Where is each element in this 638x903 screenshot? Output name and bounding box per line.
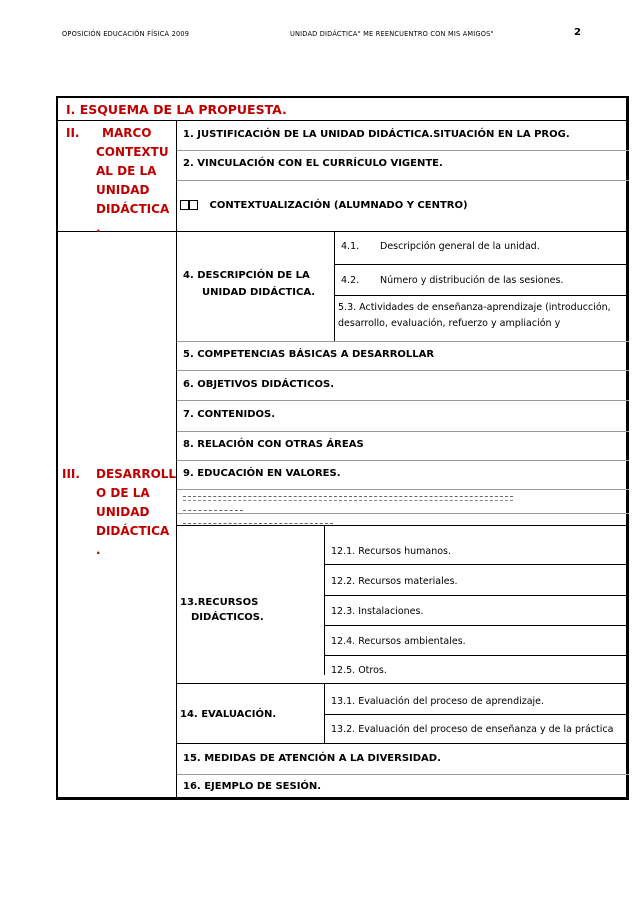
item4-label-line: UNIDAD DIDÁCTICA.: [202, 287, 316, 298]
item14-divider: [324, 683, 325, 743]
row-line: [177, 431, 629, 432]
row-line: [324, 714, 629, 715]
item-valores: 9. EDUCACIÓN EN VALORES.: [183, 468, 341, 479]
row-line: [177, 774, 629, 775]
page-number: 2: [574, 27, 581, 38]
row-line: [324, 655, 629, 656]
item4-1-number: 4.1.: [341, 241, 360, 252]
item-relacion: 8. RELACIÓN CON OTRAS ÁREAS: [183, 439, 364, 450]
item4-1-text: Descripción general de la unidad.: [380, 241, 540, 252]
item13-sub: 12.5. Otros.: [331, 665, 387, 676]
section3-line: O DE LA: [96, 486, 150, 500]
item-justificacion: 1. JUSTIFICACIÓN DE LA UNIDAD DIDÁCTICA.SITUACIÓN EN LA PROG.: [183, 129, 570, 140]
row-line: [324, 564, 629, 565]
row-line: [177, 489, 629, 490]
row-line: [177, 525, 629, 526]
item4-1: [341, 241, 540, 252]
item13-divider: [324, 525, 325, 675]
section2-line: AL DE LA: [96, 164, 157, 178]
section3-line: UNIDAD: [96, 505, 150, 519]
item4-divider: [334, 231, 335, 341]
row-line: [177, 400, 629, 401]
missing-glyph-icon: [189, 200, 198, 210]
header-center: UNIDAD DIDÁCTICA" ME REENCUENTRO CON MIS AMIGOS": [290, 30, 494, 38]
item13-sub: 12.2. Recursos materiales.: [331, 576, 458, 587]
item13-sub: 12.3. Instalaciones.: [331, 606, 424, 617]
title-separator: [56, 120, 629, 121]
row-line: [177, 180, 629, 181]
section3-title: [96, 465, 176, 560]
item-contenidos: 7. CONTENIDOS.: [183, 409, 275, 420]
item13-label-line: DIDÁCTICOS.: [191, 612, 264, 623]
row-line: [324, 625, 629, 626]
item4-2: [341, 275, 564, 286]
row-line: [177, 743, 629, 744]
section3-number: III.: [62, 467, 80, 481]
section2-title: [96, 124, 169, 238]
section2-number: II.: [66, 126, 80, 140]
row-line: [177, 683, 629, 684]
item4-2-number: 4.2.: [341, 275, 360, 286]
item4-label: [183, 267, 315, 301]
section3-line: DIDÁCTICA: [96, 524, 170, 538]
section3-line: DESARROLL: [96, 467, 177, 481]
clipped-row-10: [183, 496, 513, 501]
item-sesion: 16. EJEMPLO DE SESIÓN.: [183, 781, 322, 792]
item-diversidad: 15. MEDIDAS DE ATENCIÓN A LA DIVERSIDAD.: [183, 753, 441, 764]
row-line: [324, 595, 629, 596]
section3-line: .: [96, 543, 101, 557]
item14-label: 14. EVALUACIÓN.: [180, 709, 277, 720]
item4-2-text: Número y distribución de las sesiones.: [380, 275, 564, 286]
section2-line: DIDÁCTICA: [96, 202, 170, 216]
row-line: [334, 295, 629, 296]
row-line: [177, 460, 629, 461]
row-line: [177, 513, 629, 514]
item13-label: [180, 594, 264, 626]
item14-sub: 13.1. Evaluación del proceso de aprendizaje.: [331, 696, 545, 707]
item13-label-line: 13.RECURSOS: [180, 597, 259, 608]
row-line: [177, 150, 629, 151]
item-objetivos: 6. OBJETIVOS DIDÁCTICOS.: [183, 379, 334, 390]
item4-3-line1: 5.3. Actividades de enseñanza-aprendizaje (introducción,: [338, 302, 611, 313]
row-line: [334, 264, 629, 265]
section2-line: MARCO: [102, 126, 152, 140]
item4-3-line2: desarrollo, evaluación, refuerzo y ampliación y: [338, 318, 561, 329]
item14-sub: 13.2. Evaluación del proceso de enseñanza y de la práctica: [331, 724, 614, 735]
section2-line: CONTEXTU: [96, 145, 169, 159]
missing-glyph-icon: [180, 200, 189, 210]
section2-line: UNIDAD: [96, 183, 150, 197]
item-competencias: 5. COMPETENCIAS BÁSICAS A DESARROLLAR: [183, 349, 435, 360]
item-contextualizacion-label: CONTEXTUALIZACIÓN (ALUMNADO Y CENTRO): [209, 200, 468, 211]
proposal-title: I. ESQUEMA DE LA PROPUESTA.: [66, 102, 287, 117]
item4-label-line: 4. DESCRIPCIÓN DE LA: [183, 270, 310, 281]
item-contextualizacion: [180, 200, 468, 211]
item13-sub: 12.4. Recursos ambientales.: [331, 636, 466, 647]
header-left: OPOSICIÓN EDUCACIÓN FÍSICA 2009: [62, 30, 190, 38]
row-line: [177, 370, 629, 371]
item13-sub: 12.1. Recursos humanos.: [331, 546, 452, 557]
row-line: [177, 341, 629, 342]
item-vinculacion: 2. VINCULACIÓN CON EL CURRÍCULO VIGENTE.: [183, 158, 443, 169]
section2-line: .: [96, 221, 101, 235]
